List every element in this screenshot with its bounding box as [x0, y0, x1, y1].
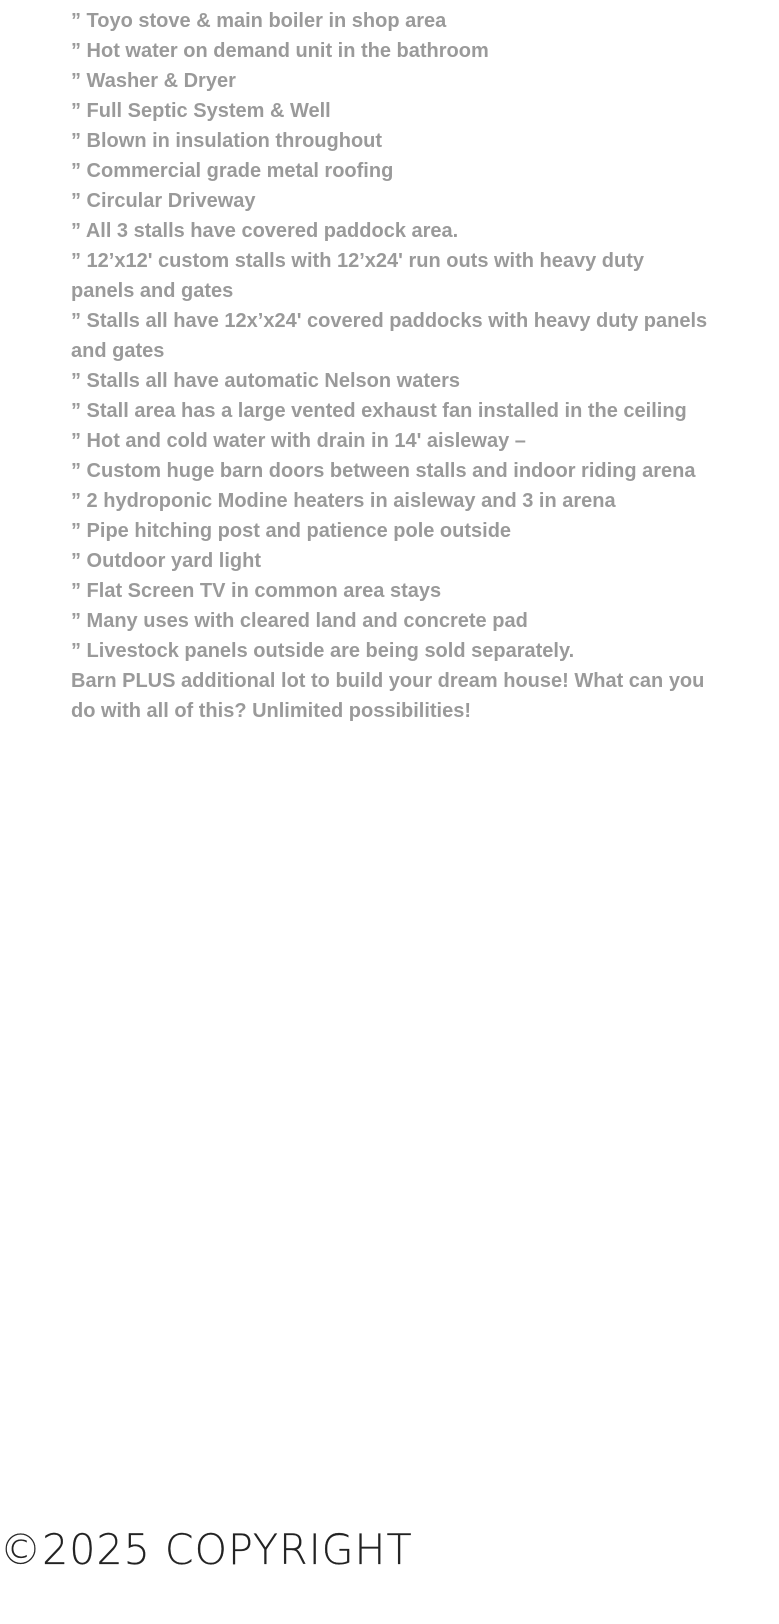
feature-line: ” Toyo stove & main boiler in shop area — [71, 10, 447, 32]
feature-line: ” 2 hydroponic Modine heaters in aisleway and 3 in arena — [71, 490, 616, 512]
feature-line: ” Stall area has a large vented exhaust fan installed in the ceiling — [71, 400, 687, 422]
feature-line: ” All 3 stalls have covered paddock area. — [71, 220, 459, 242]
property-description — [71, 6, 711, 726]
feature-line: ” Circular Driveway — [71, 190, 256, 212]
feature-line: ” Livestock panels outside are being sold separately. — [71, 640, 575, 662]
footer-copyright: ©2025 COPYRIGHT — [0, 1525, 413, 1574]
feature-line: ” Washer & Dryer — [71, 70, 236, 92]
feature-line: ” Custom huge barn doors between stalls and indoor riding arena — [71, 460, 696, 482]
feature-line: ” Stalls all have automatic Nelson waters — [71, 370, 461, 392]
feature-line: ” Full Septic System & Well — [71, 100, 331, 122]
feature-line: ” Commercial grade metal roofing — [71, 160, 394, 182]
feature-line: ” Outdoor yard light — [71, 550, 261, 572]
feature-line: ” Flat Screen TV in common area stays — [71, 580, 442, 602]
feature-line: ” 12’x12' custom stalls with 12’x24' run outs with heavy duty panels and gates — [71, 250, 645, 302]
feature-line: ” Hot and cold water with drain in 14' aisleway – — [71, 430, 526, 452]
closing-text: Barn PLUS additional lot to build your dream house! What can you do with all of this? Unlimited possibilities! — [71, 670, 705, 722]
feature-line: ” Blown in insulation throughout — [71, 130, 383, 152]
feature-line: ” Pipe hitching post and patience pole outside — [71, 520, 512, 542]
feature-line: ” Stalls all have 12x’x24' covered paddocks with heavy duty panels and gates — [71, 310, 708, 362]
feature-line: ” Hot water on demand unit in the bathroom — [71, 40, 489, 62]
feature-line: ” Many uses with cleared land and concrete pad — [71, 610, 528, 632]
